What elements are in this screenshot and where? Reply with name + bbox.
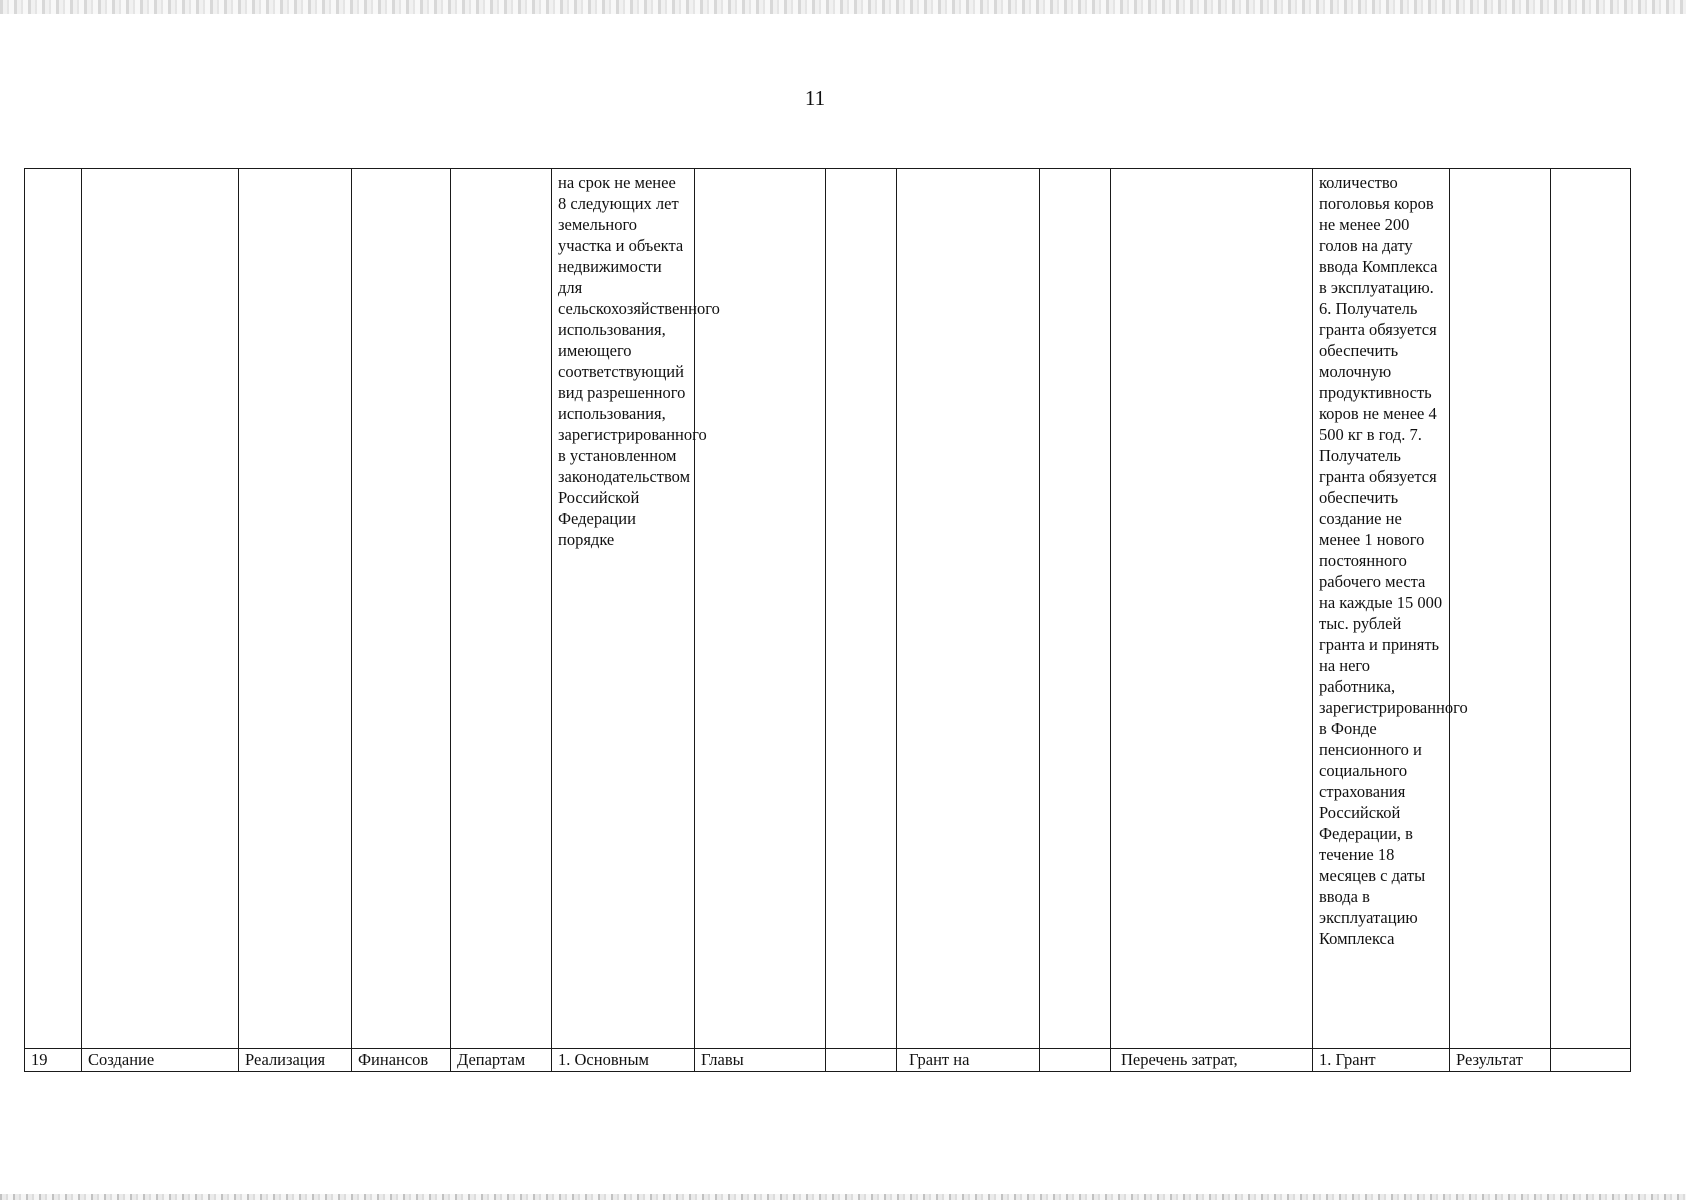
row-eligibility: 1. Основным <box>552 1049 695 1072</box>
cell-result-cont <box>1450 169 1551 1049</box>
row-empty-1 <box>826 1049 897 1072</box>
cell-empty3-cont <box>1551 169 1631 1049</box>
row-empty-3 <box>1551 1049 1631 1072</box>
row-conditions: 1. Грант <box>1313 1049 1450 1072</box>
row-implementation: Реализация <box>239 1049 352 1072</box>
row-financing: Финансов <box>352 1049 451 1072</box>
cell-eligibility-cont <box>552 169 720 1049</box>
cell-implementation-cont <box>239 169 352 1049</box>
continuation-row <box>25 169 1631 1049</box>
grant-table <box>24 168 1631 1072</box>
cell-number-cont <box>25 169 82 1049</box>
cell-empty2-cont <box>1040 169 1111 1049</box>
scan-edge-top <box>0 0 1686 14</box>
row-name: Создание <box>82 1049 239 1072</box>
eligibility-text: на срок не менее 8 следующих лет земельного участка и объекта недвижимости для сельскохозяйственного использования, имеющего соответствующий вид разрешенного использования, зарегистрированного в установленном законодательством Российской Федерации порядке <box>558 173 720 549</box>
page-number: 11 <box>804 86 826 110</box>
cell-grant-cont <box>897 169 1040 1049</box>
row-19 <box>25 1049 1631 1072</box>
cell-name-cont <box>82 169 239 1049</box>
row-department: Департам <box>451 1049 552 1072</box>
row-number: 19 <box>25 1049 82 1072</box>
row-result: Результат <box>1450 1049 1551 1072</box>
cell-conditions-cont <box>1313 169 1468 1049</box>
cell-empty1-cont <box>826 169 897 1049</box>
row-empty-2 <box>1040 1049 1111 1072</box>
cell-financing-cont <box>352 169 451 1049</box>
cell-costs-cont <box>1111 169 1313 1049</box>
row-costs: Перечень затрат, <box>1111 1049 1313 1072</box>
scan-edge-bottom <box>0 1194 1686 1200</box>
conditions-text: количество поголовья коров не менее 200 голов на дату ввода Комплекса в эксплуатацию. 6. Получатель гранта обязуется обеспечить молочную продуктивность коров не менее 4 500 кг в год. 7. Получатель гранта обязуется обеспечить создание не менее 1 нового постоянного рабочего места на каждые 15 000 тыс. рублей гранта и принять на него работника, зарегистрированного в Фонде пенсионного и социального страхования Российской Федерации, в течение 18 месяцев с даты ввода в эксплуатацию Комплекса <box>1319 173 1468 948</box>
row-grant: Грант на <box>897 1049 1040 1072</box>
row-heads: Главы <box>695 1049 826 1072</box>
cell-department-cont <box>451 169 552 1049</box>
